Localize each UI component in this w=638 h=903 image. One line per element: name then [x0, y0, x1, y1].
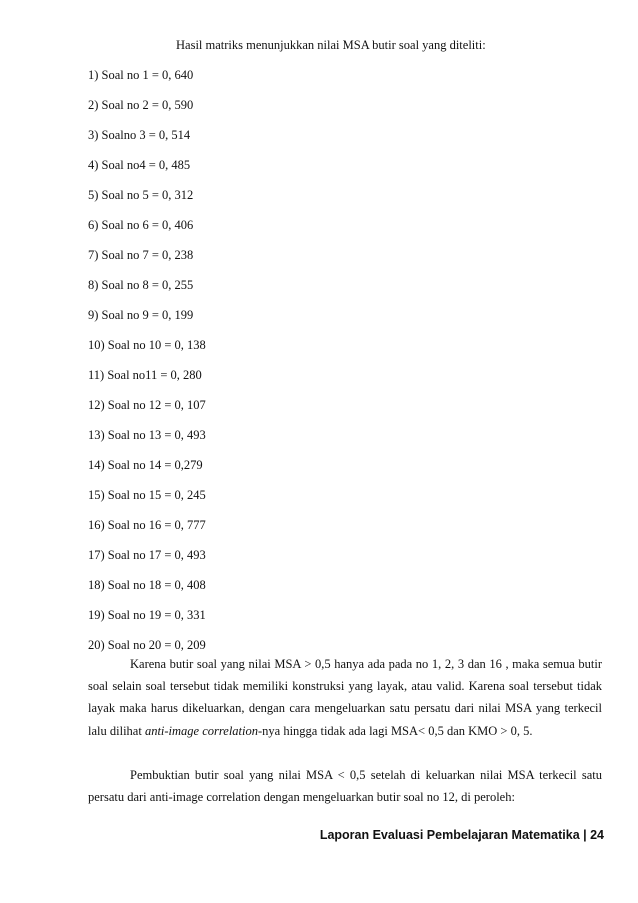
list-item: 16) Soal no 16 = 0, 777	[88, 518, 206, 532]
list-item: 14) Soal no 14 = 0,279	[88, 458, 203, 472]
list-item: 4) Soal no4 = 0, 485	[88, 158, 191, 172]
list-item: 13) Soal no 13 = 0, 493	[88, 428, 206, 442]
list-item: 10) Soal no 10 = 0, 138	[88, 338, 206, 352]
italic-term: anti-image correlation	[144, 723, 258, 738]
list-item: 7) Soal no 7 = 0, 238	[88, 248, 194, 262]
paragraph-text: Karena butir soal yang nilai MSA > 0,5 hanya ada pada no 1, 2, 3 dan 16 , maka semua butir soal selain soal tersebut tidak memiliki konstruksi yang layak, atau valid. Karena soal tersebut tidak layak maka harus dikeluarkan, dengan cara mengeluarkan satu persatu dari nilai MSA yang terkecil lalu dilihat	[88, 657, 602, 738]
list-item: 2) Soal no 2 = 0, 590	[88, 98, 194, 112]
list-item: 18) Soal no 18 = 0, 408	[88, 578, 206, 592]
list-item: 17) Soal no 17 = 0, 493	[88, 548, 206, 562]
list-item: 8) Soal no 8 = 0, 255	[88, 278, 194, 292]
list-item: 15) Soal no 15 = 0, 245	[88, 488, 206, 502]
list-item: 6) Soal no 6 = 0, 406	[88, 218, 194, 232]
list-item: 19) Soal no 19 = 0, 331	[88, 608, 206, 622]
intro-sentence: Hasil matriks menunjukkan nilai MSA butir soal yang diteliti:	[176, 38, 486, 52]
paragraph-proof	[88, 764, 602, 808]
list-item: 9) Soal no 9 = 0, 199	[88, 308, 194, 322]
list-item: 20) Soal no 20 = 0, 209	[88, 638, 206, 652]
page-footer: Laporan Evaluasi Pembelajaran Matematika | 24	[319, 828, 604, 842]
list-item: 5) Soal no 5 = 0, 312	[88, 188, 194, 202]
paragraph-validity	[88, 653, 602, 742]
list-item: 11) Soal no11 = 0, 280	[88, 368, 202, 382]
list-item: 3) Soalno 3 = 0, 514	[88, 128, 191, 142]
list-item: 12) Soal no 12 = 0, 107	[88, 398, 206, 412]
paragraph-text: -nya hingga tidak ada lagi MSA< 0,5 dan KMO > 0, 5.	[258, 723, 533, 738]
msa-value-list	[88, 60, 206, 660]
list-item: 1) Soal no 1 = 0, 640	[88, 68, 194, 82]
paragraph-text: Pembuktian butir soal yang nilai MSA < 0,5 setelah di keluarkan nilai MSA terkecil satu persatu dari anti-image correlation dengan mengeluarkan butir soal no 12, di peroleh:	[88, 768, 602, 805]
